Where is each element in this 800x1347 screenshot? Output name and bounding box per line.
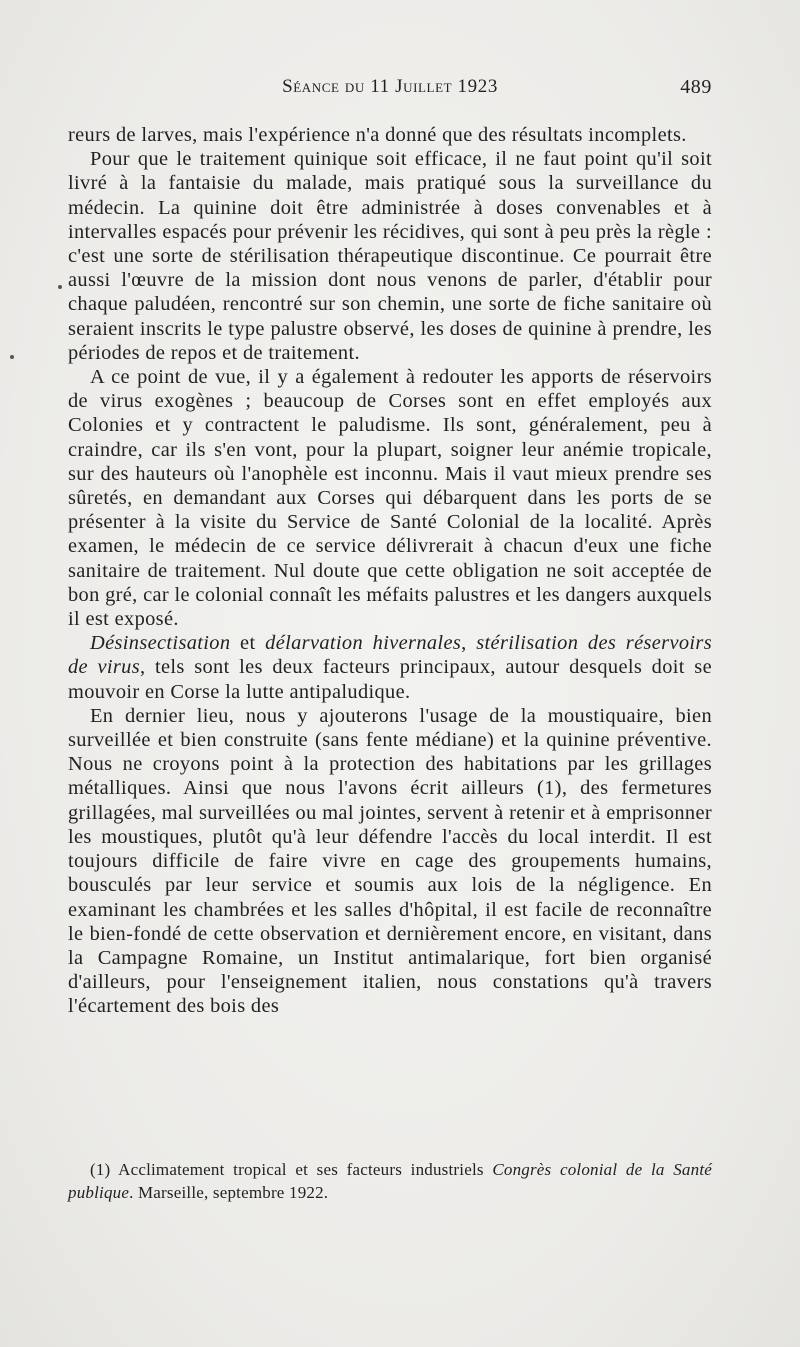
italic-text: Désinsectisation: [90, 632, 231, 655]
footnote-text-run: (1) Acclimatement tropical et ses facteurs industriels: [90, 1160, 493, 1179]
body-text: [68, 123, 712, 1019]
text-run: A ce point de vue, il y a également à redouter les apports de réservoirs de virus exogènes ; beaucoup de Corses sont en effet employés aux Colonies et y contractent le paludisme. Ils sont, généralement, peu à craindre, car ils s'en vont, pour la plupart, soigner leur anémie tropicale, sur des hauteurs où l'anophèle est inconnu. Mais il vaut mieux prendre ses sûretés, en demandant aux Corses qui débarquent dans les ports de se présenter à la visite du Service de Santé Colonial de la localité. Après examen, le médecin de ce service délivrerait à chacun d'eux une fiche sanitaire de traitement. Nul doute que cette obligation ne soit acceptée de bon gré, car le colonial connaît les méfaits palustres et les dangers auxquels il est exposé.: [68, 366, 712, 631]
text-run: Pour que le traitement quinique soit efficace, il ne faut point qu'il soit livré à la fantaisie du malade, mais pratiqué sous la surveillance du médecin. La quinine doit être administrée à doses convenables et à intervalles espacés pour prévenir les récidives, qui sont à peu près la règle : c'est une sorte de stérilisation thérapeutique discontinue. Ce pourrait être aussi l'œuvre de la mission dont nous venons de parler, d'établir pour chaque paludéen, rencontré sur son chemin, une sorte de fiche sanitaire où seraient inscrits le type palustre observé, les doses de quinine à prendre, les périodes de repos et de traitement.: [68, 148, 712, 364]
running-title: Séance du 11 Juillet 1923: [282, 76, 498, 97]
italic-text: délarvation hivernales: [265, 632, 462, 655]
paragraph: [68, 123, 712, 147]
footnote-italic-text: Congrès colonial de la Santé publique: [68, 1160, 713, 1202]
paragraph: [68, 365, 712, 631]
text-run: En dernier lieu, nous y ajouterons l'usage de la moustiquaire, bien surveillée et bien construite (sans fente médiane) et la quinine préventive. Nous ne croyons point à la protection des habitations par les grillages métalliques. Ainsi que nous l'avons écrit ailleurs (1), des fermetures grillagées, mal surveillées ou mal jointes, servent à retenir et à emprisonner les moustiques, plutôt qu'à leur défendre l'accès du local interdit. Il est toujours difficile de faire vivre en cage des groupements humains, bousculés par leur service et soumis aux lois de la négligence. En examinant les chambrées et les salles d'hôpital, il est facile de reconnaître le bien-fondé de cette observation et dernièrement encore, en visitant, dans la Campagne Romaine, un Institut antimalarique, fort bien organisé d'ailleurs, pour l'enseignement italien, nous constations qu'à travers l'écartement des bois des: [68, 704, 712, 1018]
paragraph: [68, 631, 712, 704]
margin-mark: [10, 355, 14, 359]
margin-mark: [58, 285, 62, 289]
text-run: reurs de larves, mais l'expérience n'a donné que des résultats incomplets.: [68, 124, 687, 146]
italic-text: stérilisation des réservoirs de virus: [68, 632, 712, 679]
footnote: [68, 1158, 712, 1204]
page-header: [68, 76, 712, 100]
footnote-text-run: . Marseille, septembre 1922.: [129, 1183, 329, 1202]
paragraph: [68, 147, 712, 365]
text-run: et: [230, 632, 266, 655]
page-number: 489: [680, 76, 712, 98]
text-run: ,: [461, 632, 477, 655]
text-run: , tels sont les deux facteurs principaux, autour desquels doit se mouvoir en Corse la lutte antipaludique.: [68, 656, 712, 703]
paragraph: [68, 704, 712, 1019]
